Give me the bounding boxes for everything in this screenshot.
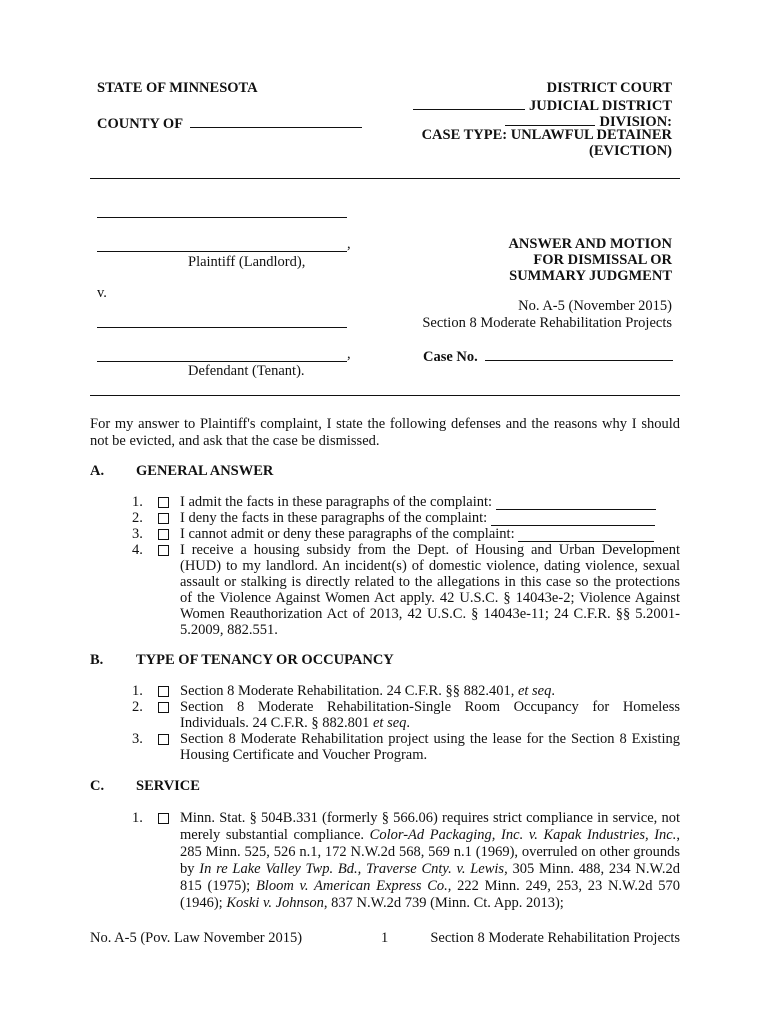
footer-left: No. A-5 (Pov. Law November 2015) bbox=[90, 930, 303, 946]
state-label: STATE OF MINNESOTA bbox=[97, 80, 258, 96]
defendant-name-line-1[interactable] bbox=[97, 313, 347, 328]
section-c-title: SERVICE bbox=[136, 778, 200, 794]
county-label-text: COUNTY OF bbox=[97, 116, 183, 132]
case-no-line bbox=[423, 346, 673, 366]
division-label: DIVISION: bbox=[599, 114, 672, 130]
item-text-italic: et seq bbox=[517, 683, 552, 699]
list-item-a1 bbox=[132, 494, 680, 510]
list-item-a2 bbox=[132, 510, 680, 526]
defendant-label: Defendant (Tenant). bbox=[188, 363, 305, 379]
division-blank[interactable] bbox=[505, 112, 595, 126]
district-blank[interactable] bbox=[413, 96, 525, 110]
item-number: 2. bbox=[132, 699, 143, 715]
form-title-line-2: FOR DISMISSAL OR bbox=[533, 252, 672, 268]
plaintiff-name-line-1[interactable] bbox=[97, 203, 347, 218]
section-a-title: GENERAL ANSWER bbox=[136, 463, 274, 479]
service-text-3: , 305 Minn. 488, 234 N.W.2d 815 (1975); bbox=[180, 861, 681, 894]
checkbox-a3[interactable] bbox=[158, 529, 169, 540]
form-subtitle: Section 8 Moderate Rehabilitation Projects bbox=[422, 315, 672, 331]
item-text-end: . bbox=[406, 715, 411, 731]
section-b-title: TYPE OF TENANCY OR OCCUPANCY bbox=[136, 652, 394, 668]
section-a-letter: A. bbox=[90, 463, 105, 479]
caption-divider-top bbox=[90, 178, 680, 179]
checkbox-a4[interactable] bbox=[158, 545, 169, 556]
item-number: 2. bbox=[132, 510, 143, 526]
case-cite-4: Koski v. Johnson bbox=[226, 895, 324, 911]
checkbox-a2[interactable] bbox=[158, 513, 169, 524]
case-no-label: Case No. bbox=[423, 349, 478, 365]
paragraphs-blank-a3[interactable] bbox=[518, 528, 654, 542]
case-no-blank[interactable] bbox=[485, 346, 673, 361]
page-number: 1 bbox=[381, 930, 389, 946]
list-item-a3 bbox=[132, 526, 680, 542]
item-text: I receive a housing subsidy from the Dept. of Housing and Urban Development (HUD) to my landlord. An incident(s) of domestic violence, dating violence, sexual assault or stalking is directly related to the allegations in this case so the protections of the Violence Against Women Act apply. 42 U.S.C. § 14043e-2; Violence Against Women Reauthorization Act of 2013, 42 U.S.C. § 14043e-11; 24 C.F.R. §§ 5.2001-5.2009, 882.551. bbox=[180, 542, 680, 638]
case-cite-1: Color-Ad Packaging, Inc. v. Kapak Industries, Inc. bbox=[369, 827, 677, 843]
item-text: Section 8 Moderate Rehabilitation-Single Room Occupancy for Homeless Individuals. 24 C.F.R. § 882.801 bbox=[180, 699, 680, 731]
list-item-c1 bbox=[132, 810, 680, 912]
item-text: I cannot admit or deny these paragraphs of the complaint: bbox=[180, 526, 515, 542]
item-text-end: . bbox=[551, 683, 555, 699]
defendant-comma: , bbox=[347, 346, 351, 362]
checkbox-b1[interactable] bbox=[158, 686, 169, 697]
footer-right: Section 8 Moderate Rehabilitation Projects bbox=[430, 930, 680, 946]
checkbox-c1[interactable] bbox=[158, 813, 169, 824]
checkbox-b3[interactable] bbox=[158, 734, 169, 745]
item-text: Section 8 Moderate Rehabilitation. 24 C.F.R. §§ 882.401, bbox=[180, 683, 518, 699]
service-text-1: Minn. Stat. § 504B.331 (formerly § 566.06) requires strict compliance in service, not merely substantial compliance. bbox=[180, 810, 680, 843]
list-item-b1 bbox=[132, 683, 680, 699]
item-number: 1. bbox=[132, 683, 143, 699]
item-number: 4. bbox=[132, 542, 143, 558]
item-number: 3. bbox=[132, 526, 143, 542]
section-c-letter: C. bbox=[90, 778, 105, 794]
intro-paragraph: For my answer to Plaintiff's complaint, I state the following defenses and the reasons why I should not be evicted, and ask that the case be dismissed. bbox=[90, 416, 680, 449]
checkbox-a1[interactable] bbox=[158, 497, 169, 508]
list-item-b2 bbox=[132, 699, 680, 731]
county-label bbox=[97, 113, 362, 133]
item-text: I admit the facts in these paragraphs of the complaint: bbox=[180, 494, 493, 510]
case-type-label: CASE TYPE: UNLAWFUL DETAINER bbox=[421, 127, 672, 143]
section-b-letter: B. bbox=[90, 652, 104, 668]
case-cite-3: Bloom v. American Express Co. bbox=[255, 878, 448, 894]
county-blank[interactable] bbox=[190, 113, 362, 128]
paragraphs-blank-a2[interactable] bbox=[491, 512, 655, 526]
checkbox-b2[interactable] bbox=[158, 702, 169, 713]
item-text: I deny the facts in these paragraphs of the complaint: bbox=[180, 510, 488, 526]
item-number: 1. bbox=[132, 810, 143, 826]
court-label: DISTRICT COURT bbox=[546, 80, 672, 96]
defendant-name-line-2[interactable] bbox=[97, 347, 347, 362]
plaintiff-comma: , bbox=[347, 236, 351, 252]
plaintiff-label: Plaintiff (Landlord), bbox=[188, 254, 306, 270]
service-text-5: , 837 N.W.2d 739 (Minn. Ct. App. 2013); bbox=[323, 895, 564, 911]
versus-label: v. bbox=[97, 285, 107, 301]
item-text: Section 8 Moderate Rehabilitation project using the lease for the Section 8 Existing Housing Certificate and Voucher Program. bbox=[180, 731, 680, 763]
paragraphs-blank-a1[interactable] bbox=[496, 496, 656, 510]
service-text-2: , 285 Minn. 525, 526 n.1, 172 N.W.2d 568, 569 n.1 (1969), overruled on other grounds by bbox=[180, 827, 680, 877]
form-title-line-3: SUMMARY JUDGMENT bbox=[509, 268, 672, 284]
item-text-italic: et seq bbox=[373, 715, 407, 731]
item-number: 3. bbox=[132, 731, 143, 747]
form-title-line-1: ANSWER AND MOTION bbox=[508, 236, 672, 252]
service-text-4: , 222 Minn. 249, 253, 23 N.W.2d 570 (1946); bbox=[180, 878, 681, 911]
list-item-b3 bbox=[132, 731, 680, 763]
caption-divider-bottom bbox=[90, 395, 680, 396]
judicial-district-label: JUDICIAL DISTRICT bbox=[528, 98, 672, 114]
plaintiff-name-line-2[interactable] bbox=[97, 237, 347, 252]
eviction-label: (EVICTION) bbox=[589, 143, 672, 159]
item-number: 1. bbox=[132, 494, 143, 510]
case-cite-2: In re Lake Valley Twp. Bd., Traverse Cnty. v. Lewis bbox=[199, 861, 505, 877]
list-item-a4 bbox=[132, 542, 680, 638]
form-number: No. A-5 (November 2015) bbox=[518, 298, 672, 314]
